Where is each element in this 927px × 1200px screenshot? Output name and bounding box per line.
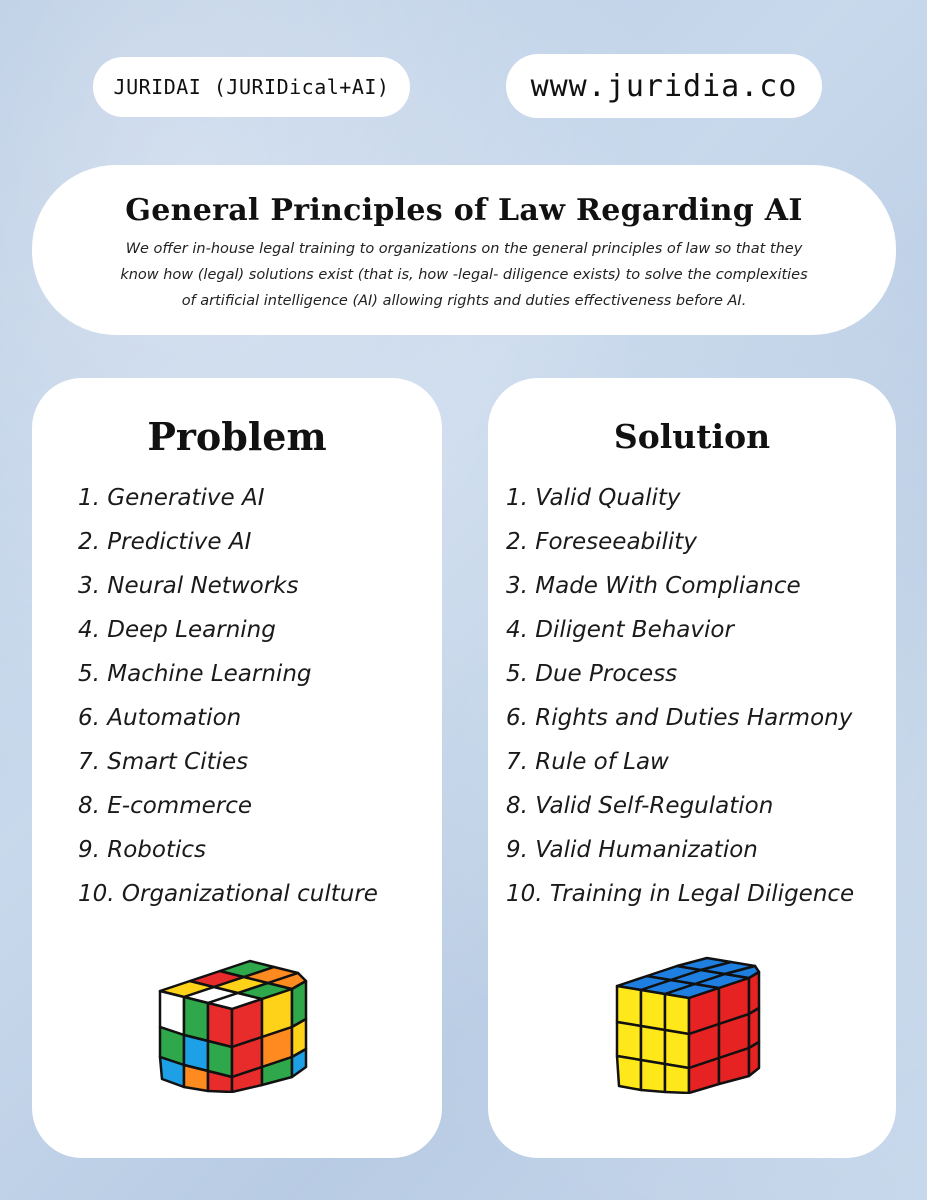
intro-card	[32, 165, 896, 335]
problem-item: 1. Generative AI	[78, 485, 265, 511]
problem-item: 5. Machine Learning	[78, 661, 312, 687]
intro-line-1: We offer in-house legal training to organizations on the general principles of law so that they	[125, 241, 803, 257]
website-link[interactable]: www.juridia.co	[530, 68, 798, 104]
problem-item: 4. Deep Learning	[78, 617, 276, 643]
problem-item: 10. Organizational culture	[78, 881, 378, 907]
intro-description	[82, 236, 846, 314]
solution-item: 6. Rights and Duties Harmony	[506, 705, 853, 731]
solution-item: 1. Valid Quality	[506, 485, 681, 511]
problem-list	[78, 476, 432, 916]
page-title: General Principles of Law Regarding AI	[125, 193, 803, 228]
solution-item: 5. Due Process	[506, 661, 678, 687]
intro-line-3: of artificial intelligence (AI) allowing rights and duties effectiveness before AI.	[181, 293, 747, 309]
solution-item: 4. Diligent Behavior	[506, 617, 734, 643]
brand-name: JURIDAI (JURIDical+AI)	[113, 75, 390, 99]
solution-item: 3. Made With Compliance	[506, 573, 801, 599]
solution-item: 8. Valid Self-Regulation	[506, 793, 774, 819]
solution-item: 10. Training in Legal Diligence	[506, 881, 855, 907]
problem-item: 7. Smart Cities	[78, 749, 249, 775]
scrambled-rubiks-cube-icon	[156, 953, 311, 1093]
brand-pill	[93, 57, 410, 117]
problem-card	[32, 378, 442, 1158]
problem-item: 8. E-commerce	[78, 793, 253, 819]
solution-item: 9. Valid Humanization	[506, 837, 758, 863]
problem-item: 2. Predictive AI	[78, 529, 252, 555]
solution-list	[506, 476, 886, 916]
solved-rubiks-cube-icon	[613, 956, 763, 1094]
problem-item: 3. Neural Networks	[78, 573, 299, 599]
intro-line-2: know how (legal) solutions exist (that is, how -legal- diligence exists) to solve the complexities	[120, 267, 808, 283]
solution-heading: Solution	[613, 417, 771, 456]
solution-item: 7. Rule of Law	[506, 749, 669, 775]
solution-item: 2. Foreseeability	[506, 529, 697, 555]
problem-item: 6. Automation	[78, 705, 242, 731]
website-pill[interactable]	[506, 54, 822, 118]
problem-item: 9. Robotics	[78, 837, 207, 863]
problem-heading: Problem	[147, 414, 327, 459]
solution-card	[488, 378, 896, 1158]
